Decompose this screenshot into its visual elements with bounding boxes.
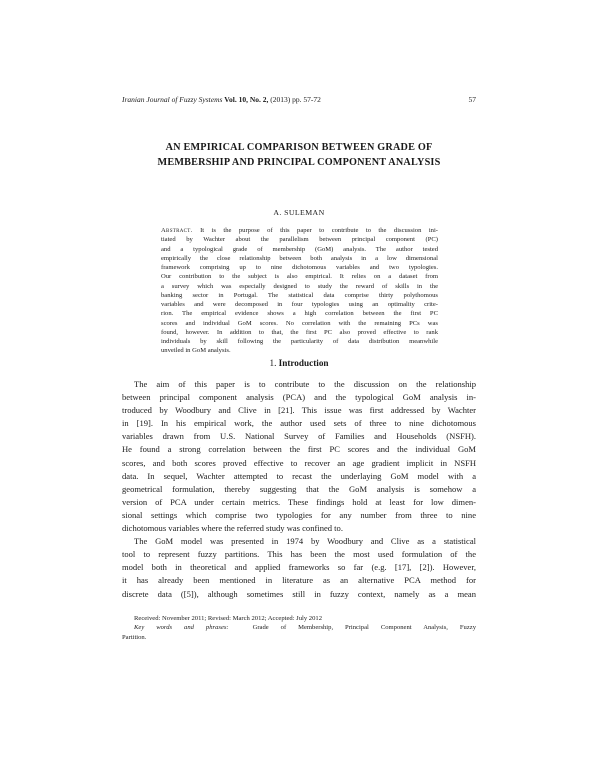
body-line: data. In sequel, Wachter attempted to recast the underlaying GoM model with a — [122, 470, 476, 481]
keywords-label: Key words and phrases: — [134, 624, 229, 632]
body-line: variables drawn from U.S. National Survey of Families and Households (NSFH). — [122, 431, 476, 442]
page-number: 57 — [468, 95, 476, 104]
volume-info: Vol. 10, No. 2, — [224, 95, 269, 104]
title-line: MEMBERSHIP AND PRINCIPAL COMPONENT ANALYSIS — [157, 157, 441, 168]
journal-name: Iranian Journal of Fuzzy Systems — [122, 95, 223, 104]
abstract-line: unveiled in GoM analysis. — [161, 347, 231, 355]
body-line: tool to represent fuzzy partitions. This has been the most used formulation of the — [122, 549, 476, 560]
body-line: sional settings which comprise two typologies for any number from three to nine — [122, 509, 476, 520]
body-line: discrete data ([5]), although sometimes still in fuzzy context, namely as a mean — [122, 588, 476, 599]
body-line: scores, and both scores proved effective to recover an age gradient implicit in NSFH — [122, 457, 476, 468]
abstract — [161, 226, 438, 356]
body-text — [122, 378, 476, 601]
abstract-line: a survey which was especially designed to study the reward of skills in the — [161, 282, 438, 290]
title-line: AN EMPIRICAL COMPARISON BETWEEN GRADE OF — [165, 142, 433, 153]
abstract-label: Abstract. — [161, 227, 193, 234]
abstract-line: banking sector in Portugal. The statistical data comprise thirty polythomous — [161, 291, 438, 299]
abstract-line: framework comprising up to nine dichotomous variables and two typologies. — [161, 264, 438, 272]
section-number: 1. — [269, 358, 277, 368]
section-heading — [122, 357, 476, 369]
keywords-continuation: Partition. — [122, 633, 147, 641]
body-line: He found a strong correlation between the first PC scores and the individual GoM — [122, 444, 476, 455]
footnotes — [122, 614, 476, 642]
abstract-line: rion. The empirical evidence shows a high correlation between the first PC — [161, 310, 438, 318]
author-name: A. SULEMAN — [273, 208, 325, 217]
keywords: Grade of Membership, Principal Component Analysis, Fuzzy — [252, 624, 476, 632]
abstract-line: and a typological grade of membership (GoM) analysis. The author tested — [161, 245, 438, 253]
running-head — [122, 95, 476, 105]
body-line: The GoM model was presented in 1974 by Woodbury and Clive as a statistical — [134, 536, 476, 547]
keywords-line — [122, 623, 476, 632]
body-line: version of PCA under certain metrics. These findings hold at least for low dimen- — [122, 496, 476, 507]
abstract-line: variables and were decomposed in four typologies using an optimality crite- — [161, 301, 438, 309]
body-line: geometrical formulation, thereby suggesting that the GoM analysis is somehow a — [122, 483, 476, 494]
page-range: (2013) pp. 57-72 — [270, 95, 321, 104]
body-line: model both in theoretical and applied frameworks so far (e.g. [17], [2]). However, — [122, 562, 476, 573]
paper-title — [122, 140, 476, 170]
abstract-line: Our contribution to the subject is also empirical. It relies on a dataset from — [161, 273, 438, 281]
abstract-line: tiated by Wachter about the parallelism between principal component (PC) — [161, 236, 438, 244]
body-line: it has already been mentioned in literature as an alternative PCA method for — [122, 575, 476, 586]
abstract-line: empirically the close relationship between both analysis in a low dimensional — [161, 254, 438, 262]
received-dates: Received: November 2011; Revised: March 2012; Accepted: July 2012 — [134, 615, 322, 622]
body-line: The aim of this paper is to contribute to the discussion on the relationship — [134, 379, 476, 389]
abstract-line: individuals by skill following the particularity of data distribution meanwhile — [161, 338, 438, 346]
abstract-line: found, however. In addition to that, the first PC also proved effective to rank — [161, 328, 438, 336]
body-line: dichotomous variables where the referred study was confined to. — [122, 523, 343, 534]
body-line: between principal component analysis (PCA) and the typological GoM analysis in- — [122, 392, 476, 403]
section-title: Introduction — [278, 358, 329, 368]
body-line: troduced by Woodbury and Clive in [21]. This issue was first addressed by Wachter — [122, 405, 476, 416]
body-line: in [19]. In his empirical work, the author used sets of three to nine dichotomous — [122, 418, 476, 429]
abstract-line: scores and individual GoM scores. No correlation with the remaining PCs was — [161, 319, 438, 327]
abstract-line: Abstract. It is the purpose of this paper to contribute to the discussion ini- — [161, 227, 438, 234]
